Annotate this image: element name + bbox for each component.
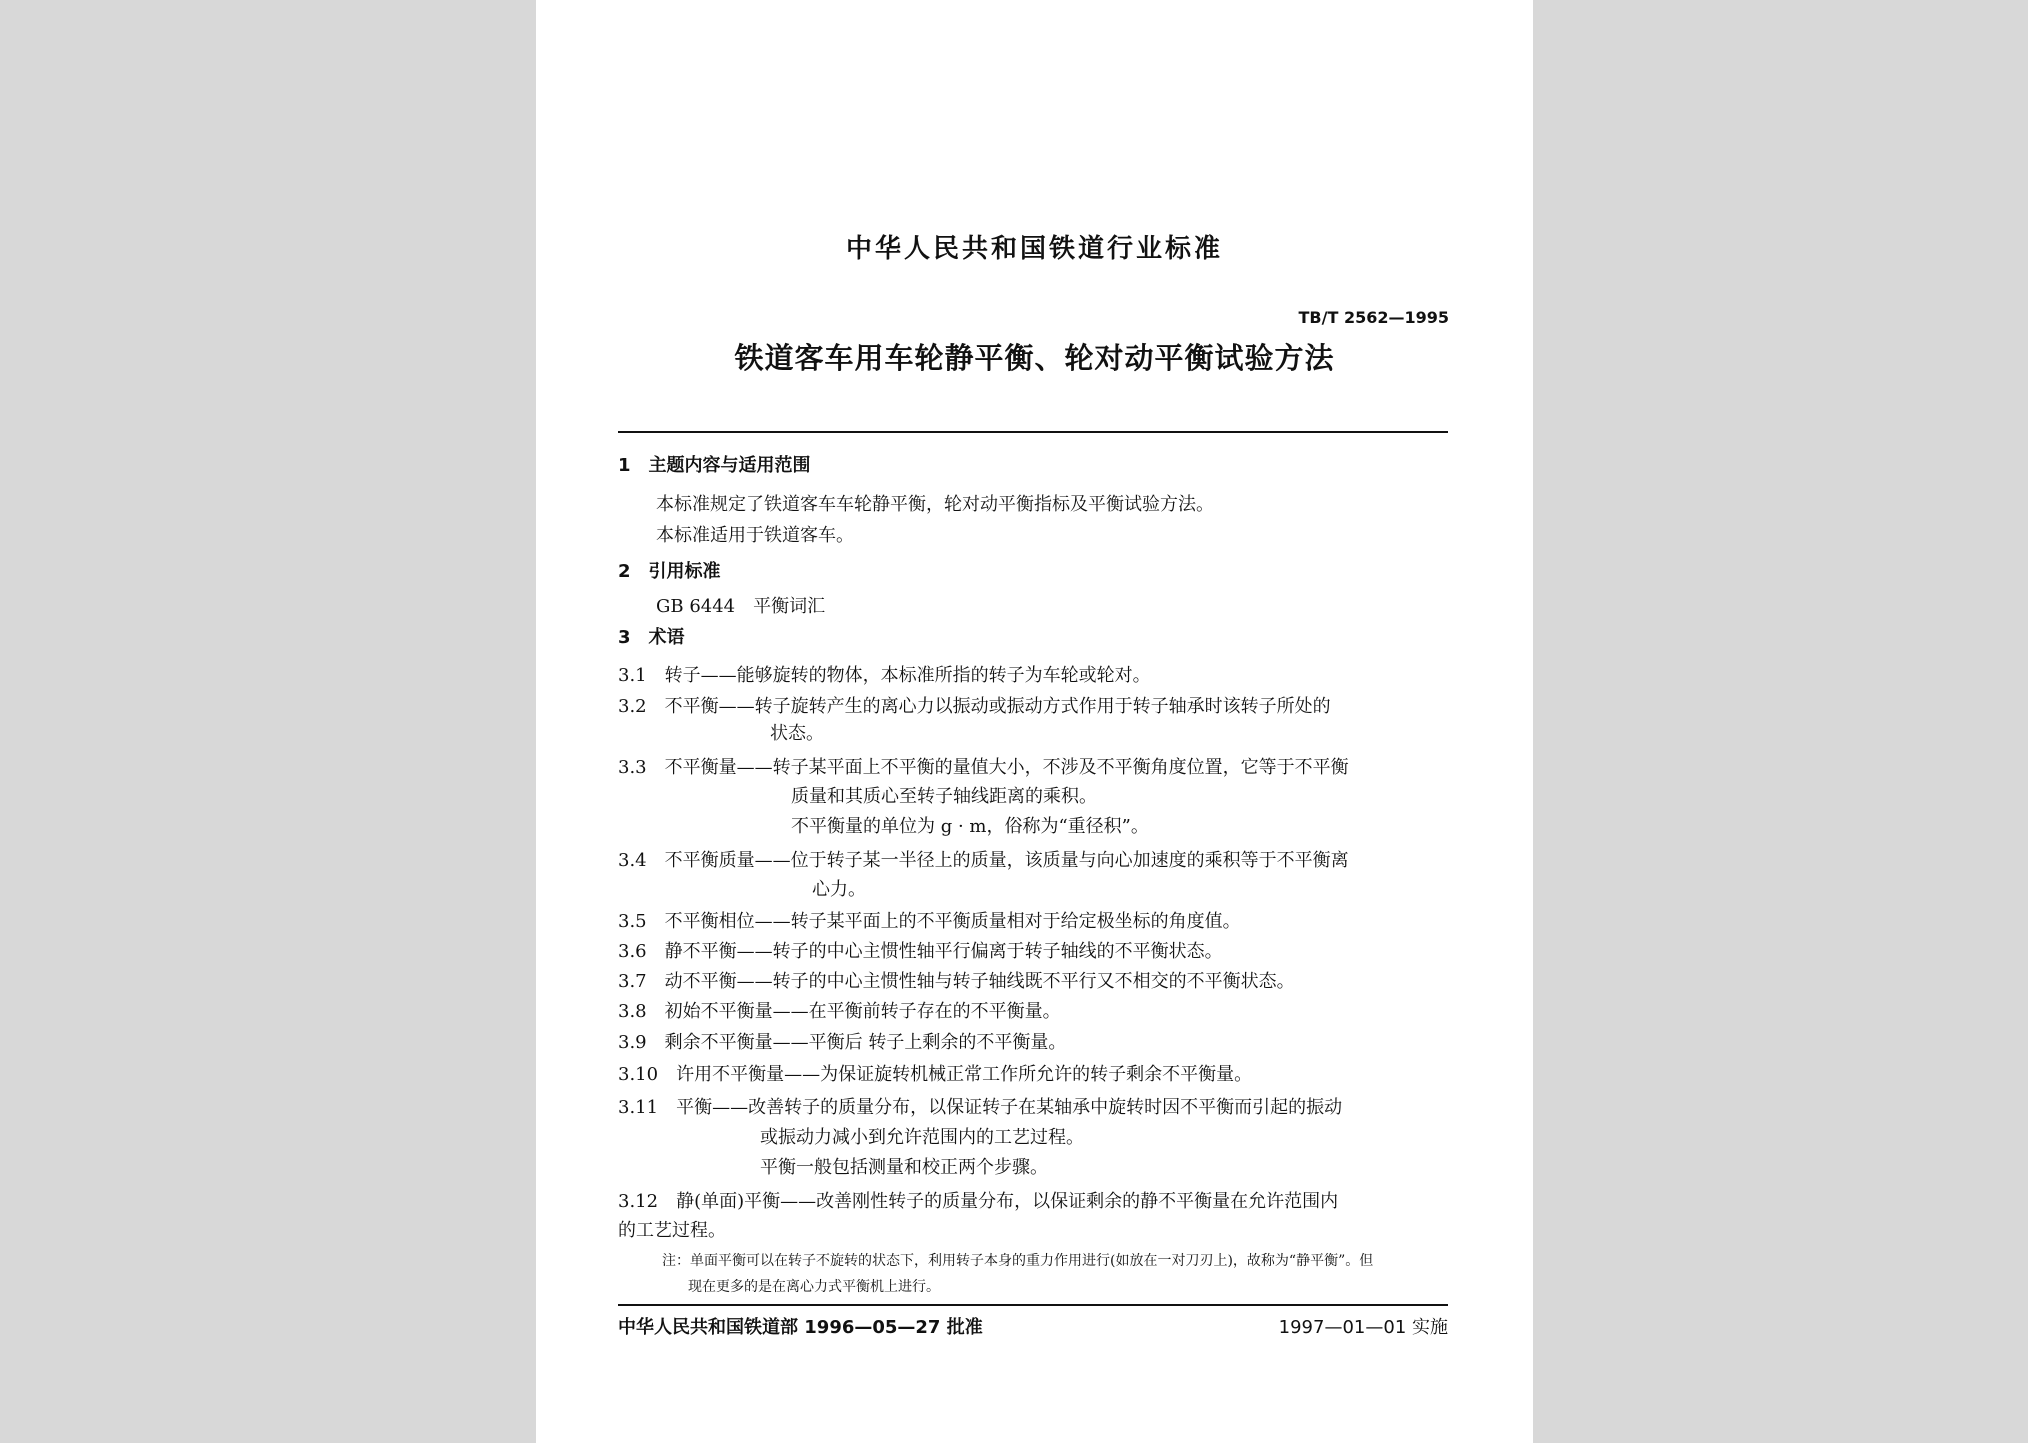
standard-code: TB/T 2562—1995 [1298, 308, 1449, 327]
document-page [536, 0, 1533, 1443]
org-title: 中华人民共和国铁道行业标准 [845, 234, 1223, 264]
term-3-3-line-3: 不平衡量的单位为 g · m，俗称为“重径积”。 [791, 816, 1149, 837]
term-3-6: 3.6 静不平衡——转子的中心主惯性轴平行偏离于转子轴线的不平衡状态。 [618, 941, 1223, 962]
section-2-reference: GB 6444 平衡词汇 [656, 596, 826, 617]
term-3-9: 3.9 剩余不平衡量——平衡后 转子上剩余的不平衡量。 [618, 1032, 1067, 1053]
approval-line: 中华人民共和国铁道部 1996—05—27 批准 [618, 1317, 983, 1338]
term-3-11-line-2: 或振动力减小到允许范围内的工艺过程。 [760, 1127, 1084, 1148]
top-divider [618, 431, 1448, 433]
term-3-8: 3.8 初始不平衡量——在平衡前转子存在的不平衡量。 [618, 1001, 1061, 1022]
term-3-11-line-1: 3.11 平衡——改善转子的质量分布，以保证转子在某轴承中旋转时因不平衡而引起的振动 [618, 1097, 1343, 1118]
effective-date: 1997—01—01 实施 [1278, 1317, 1448, 1338]
bottom-divider [618, 1304, 1448, 1306]
term-3-4-line-2: 心力。 [812, 879, 866, 900]
term-3-3-line-2: 质量和其质心至转子轴线距离的乘积。 [791, 786, 1097, 807]
section-1-paragraph-1: 本标准规定了铁道客车车轮静平衡，轮对动平衡指标及平衡试验方法。 [656, 494, 1214, 515]
term-3-2-line-2: 状态。 [770, 723, 824, 744]
term-3-1: 3.1 转子——能够旋转的物体，本标准所指的转子为车轮或轮对。 [618, 665, 1151, 686]
section-3-heading: 3 术语 [618, 627, 685, 648]
term-3-12-line-1: 3.12 静(单面)平衡——改善刚性转子的质量分布，以保证剩余的静不平衡量在允许范围内 [618, 1191, 1339, 1212]
section-1-heading: 1 主题内容与适用范围 [618, 455, 811, 476]
note-line-2: 现在更多的是在离心力式平衡机上进行。 [688, 1279, 940, 1295]
term-3-4-line-1: 3.4 不平衡质量——位于转子某一半径上的质量，该质量与向心加速度的乘积等于不平衡离 [618, 850, 1349, 871]
term-3-11-line-3: 平衡一般包括测量和校正两个步骤。 [760, 1157, 1048, 1178]
document-title: 铁道客车用车轮静平衡、轮对动平衡试验方法 [734, 341, 1335, 375]
term-3-12-line-2: 的工艺过程。 [618, 1220, 726, 1241]
term-3-7: 3.7 动不平衡——转子的中心主惯性轴与转子轴线既不平行又不相交的不平衡状态。 [618, 971, 1295, 992]
section-2-heading: 2 引用标准 [618, 561, 721, 582]
term-3-2-line-1: 3.2 不平衡——转子旋转产生的离心力以振动或振动方式作用于转子轴承时该转子所处的 [618, 696, 1331, 717]
note-line-1: 注：单面平衡可以在转子不旋转的状态下，利用转子本身的重力作用进行(如放在一对刀刃上)，故称为“静平衡”。但 [662, 1253, 1374, 1269]
term-3-3-line-1: 3.3 不平衡量——转子某平面上不平衡的量值大小，不涉及不平衡角度位置，它等于不平衡 [618, 757, 1349, 778]
section-1-paragraph-2: 本标准适用于铁道客车。 [656, 525, 854, 546]
term-3-5: 3.5 不平衡相位——转子某平面上的不平衡质量相对于给定极坐标的角度值。 [618, 911, 1241, 932]
term-3-10: 3.10 许用不平衡量——为保证旋转机械正常工作所允许的转子剩余不平衡量。 [618, 1064, 1253, 1085]
